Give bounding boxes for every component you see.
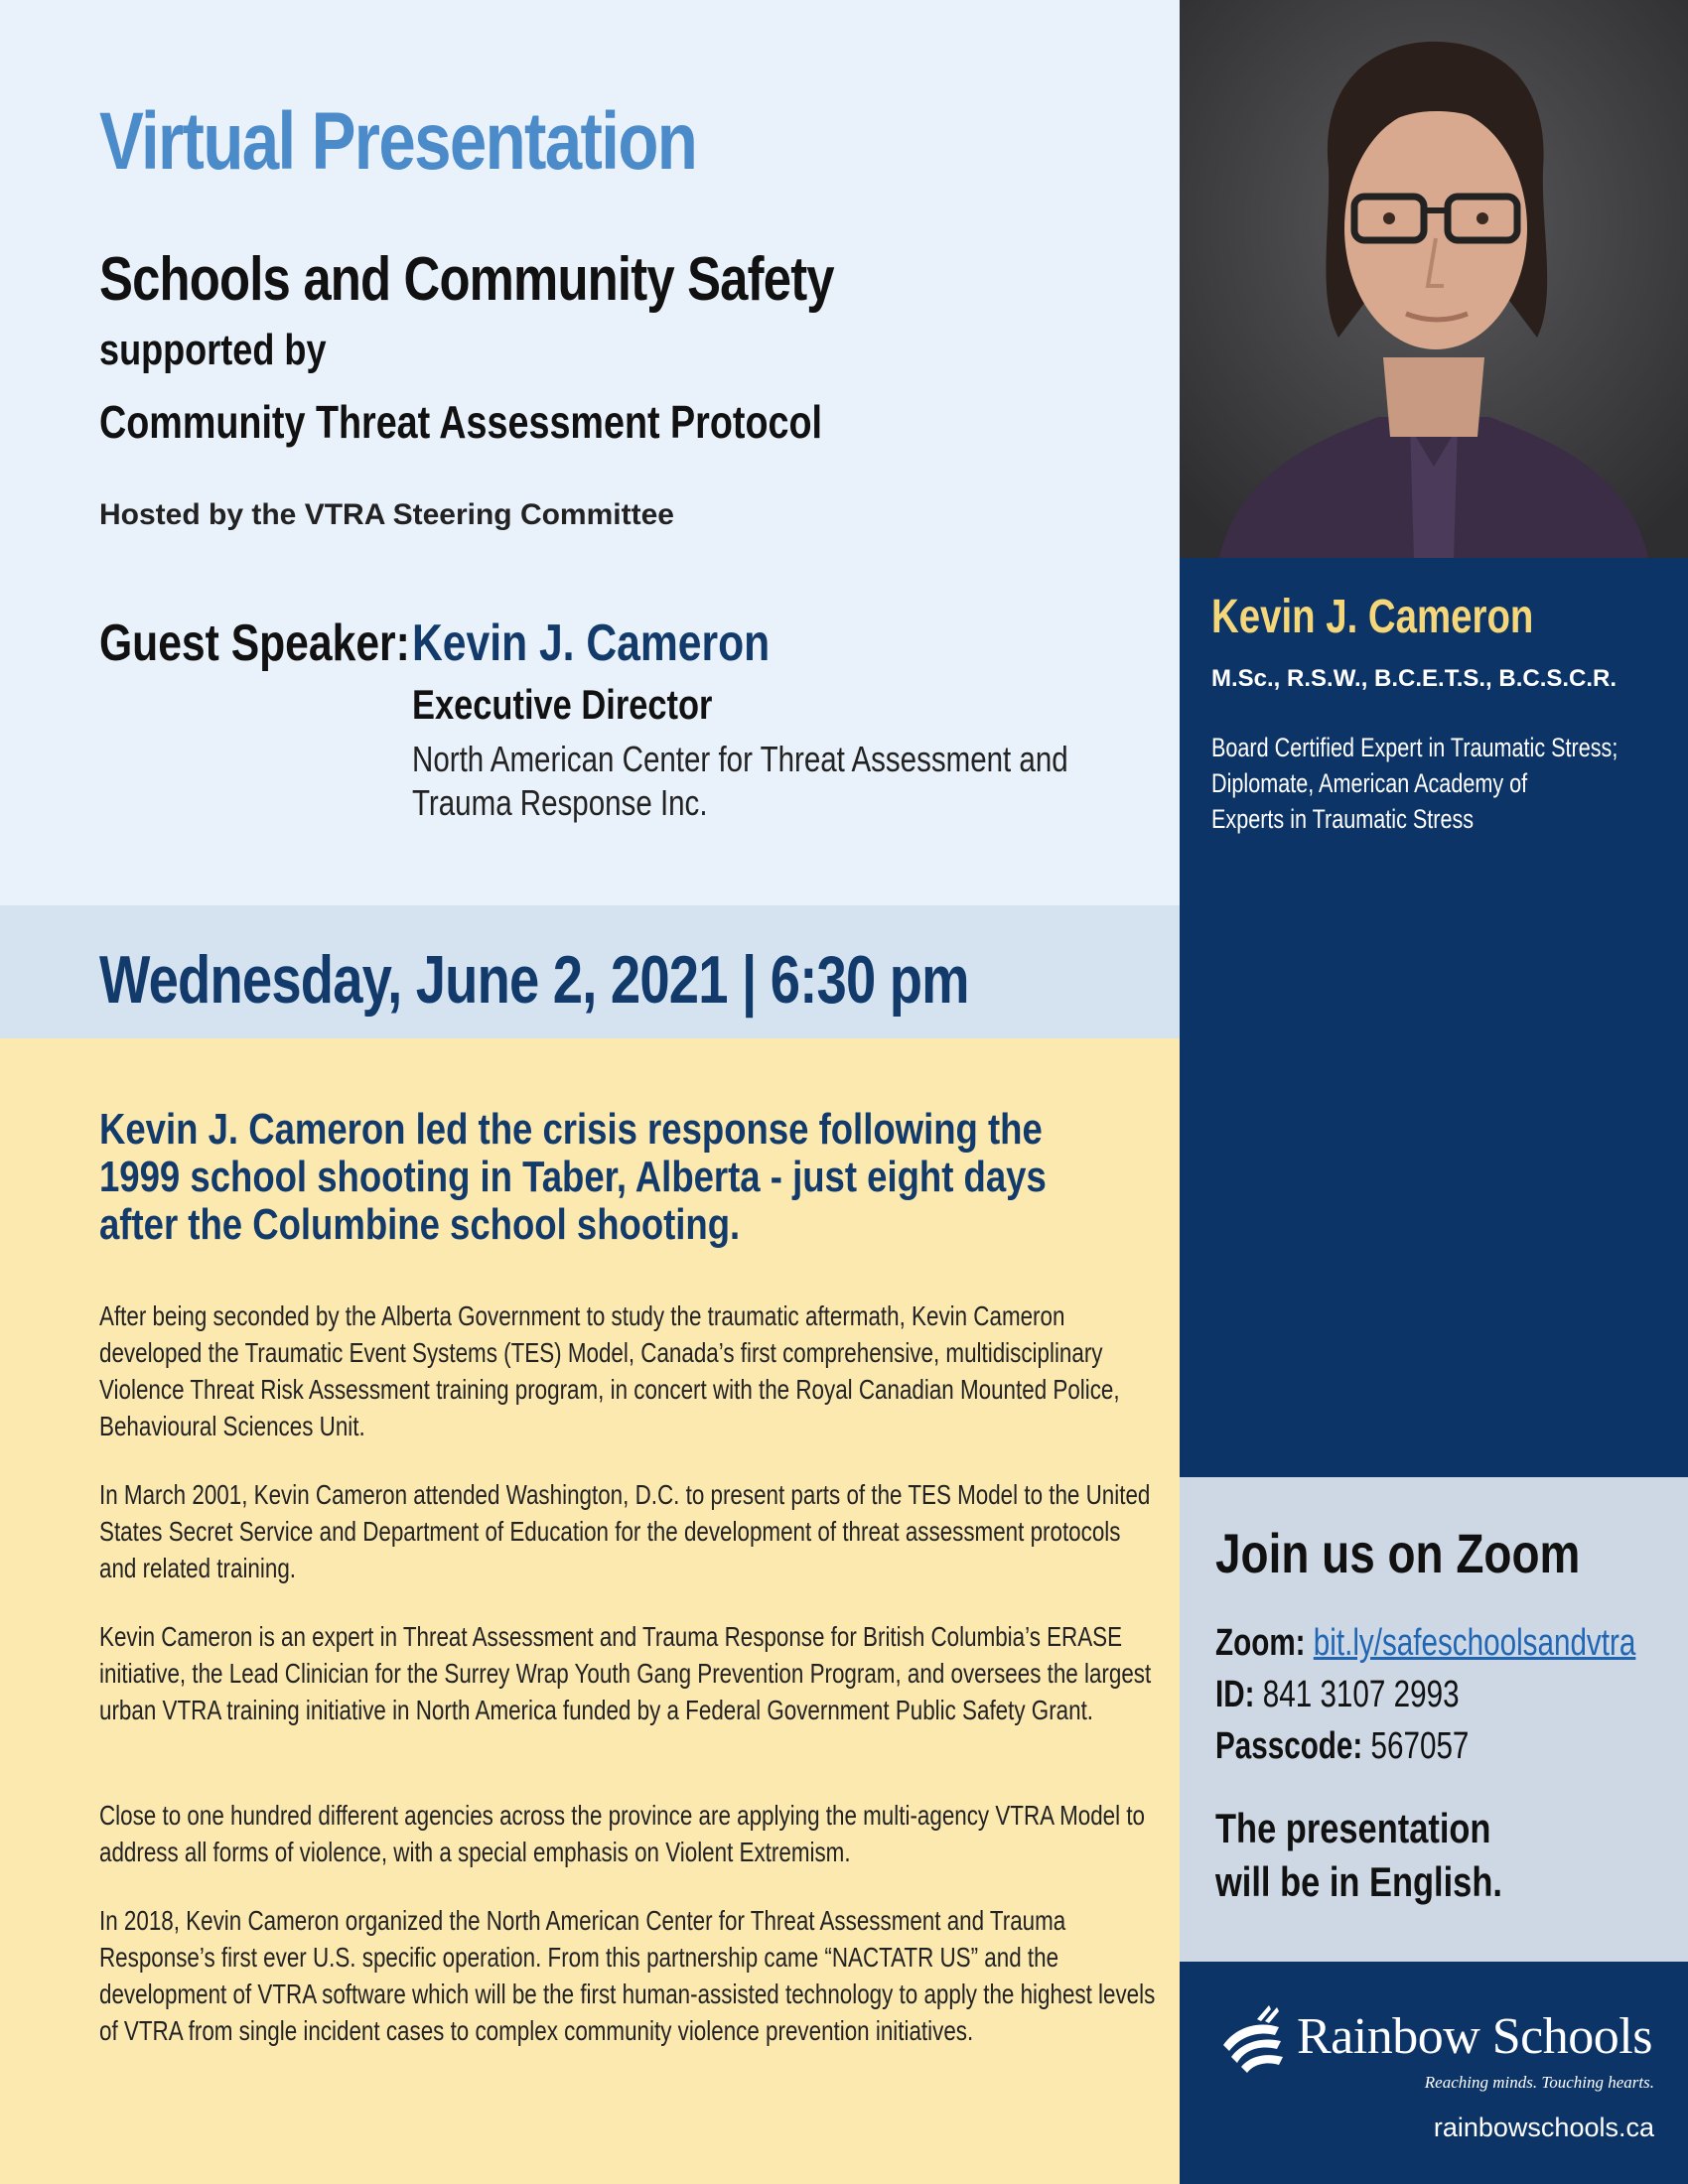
bio-paragraph: After being seconded by the Alberta Government to study the traumatic aftermath, Kevin Cameron developed the Traumatic Event Systems (TES) Model, Canada’s first comprehensive, multidisciplinary Violence Threat Risk Assessment training program, in concert with the Royal Canadian Mounted Police, Behavioural Sciences Unit.	[99, 1300, 1120, 1441]
guest-speaker-title: Executive Director	[412, 681, 713, 728]
bio-paragraph: In 2018, Kevin Cameron organized the North American Center for Threat Assessment and Trauma Response’s first ever U.S. specific operation. From this partnership came “NACTATR US” and the development of VTRA software which will be the first human-assisted technology to apply the highest levels of VTRA from single incident cases to complex community violence prevention initiatives.	[99, 1905, 1156, 2046]
speaker-certification: Experts in Traumatic Stress	[1211, 804, 1475, 834]
speaker-photo	[1180, 0, 1688, 558]
presentation-subtitle-connector: supported by	[99, 326, 327, 374]
bio-paragraph: In March 2001, Kevin Cameron attended Washington, D.C. to present parts of the TES Model to the United States Secret Service and Department of Education for the development of threat assessment protocols and related training.	[99, 1479, 1151, 1583]
brand-tagline: Reaching minds. Touching hearts.	[1424, 2073, 1654, 2092]
zoom-meeting-id: 841 3107 2993	[1262, 1674, 1460, 1715]
speaker-portrait-icon	[1180, 0, 1688, 558]
bio-paragraph: Close to one hundred different agencies across the province are applying the multi-agency VTRA Model to address all forms of violence, with a special emphasis on Violent Extremism.	[99, 1800, 1145, 1867]
presentation-title: Schools and Community Safety	[99, 245, 834, 314]
language-note: The presentation	[1215, 1805, 1491, 1851]
zoom-id-row	[1215, 1674, 1460, 1716]
bio-paragraph: Kevin Cameron is an expert in Threat Assessment and Trauma Response for British Columbia’s ERASE initiative, the Lead Clinician for the Surrey Wrap Youth Gang Prevention Program, and oversees the largest urban VTRA training initiative in North America funded by a Federal Government Public Safety Grant.	[99, 1621, 1152, 1725]
language-note-line2: will be in English.	[1215, 1858, 1502, 1905]
zoom-heading: Join us on Zoom	[1215, 1522, 1581, 1584]
page-title: Virtual Presentation	[99, 96, 697, 187]
zoom-link-row	[1215, 1622, 1635, 1665]
speaker-certification: Board Certified Expert in Traumatic Stress;	[1211, 733, 1618, 762]
brand-url[interactable]: rainbowschools.ca	[1433, 2113, 1654, 2142]
speaker-credentials: M.Sc., R.S.W., B.C.E.T.S., B.C.S.C.R.	[1211, 665, 1618, 692]
event-date-time: Wednesday, June 2, 2021 | 6:30 pm	[99, 942, 969, 1018]
zoom-passcode-row	[1215, 1725, 1469, 1768]
guest-speaker-name: Kevin J. Cameron	[412, 614, 771, 672]
zoom-id-label: ID:	[1215, 1674, 1255, 1715]
guest-speaker-label: Guest Speaker:	[99, 614, 410, 672]
zoom-link[interactable]: bit.ly/safeschoolsandvtra	[1313, 1622, 1636, 1664]
speaker-card-name: Kevin J. Cameron	[1211, 591, 1534, 643]
presentation-subtitle: Community Threat Assessment Protocol	[99, 396, 823, 448]
speaker-card	[1180, 558, 1688, 1477]
rainbow-schools-logo-icon	[1217, 2001, 1293, 2079]
guest-speaker-org: North American Center for Threat Assessment and	[412, 739, 1068, 779]
speaker-certification: Diplomate, American Academy of	[1211, 768, 1528, 798]
right-column	[1180, 0, 1688, 2184]
zoom-passcode-label: Passcode:	[1215, 1725, 1363, 1767]
hosted-by: Hosted by the VTRA Steering Committee	[99, 498, 674, 531]
brand-name: Rainbow Schools	[1297, 2008, 1652, 2065]
zoom-link-label: Zoom:	[1215, 1622, 1306, 1664]
bio-headline: Kevin J. Cameron led the crisis response following the 1999 school shooting in Taber, Alberta - just eight days after the Columbine school shooting.	[99, 1105, 1047, 1249]
guest-speaker-org-line2: Trauma Response Inc.	[412, 782, 708, 823]
zoom-passcode: 567057	[1370, 1725, 1470, 1767]
